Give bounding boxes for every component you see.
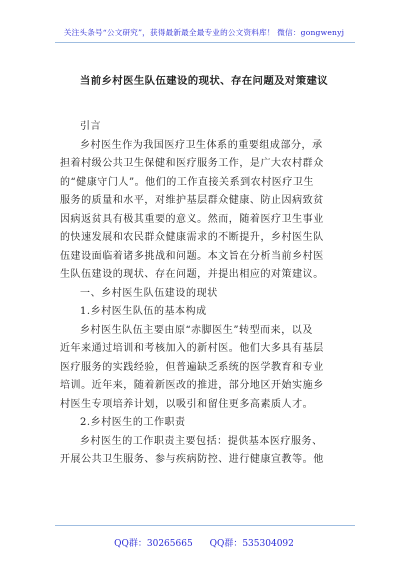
- paragraph-line: 因病返贫具有极其重要的意义。然而，随着医疗卫生事业: [60, 213, 324, 225]
- section-heading-intro: 引言: [80, 121, 102, 132]
- paragraph-line: 的“健康守门人”。他们的工作直接关系到农村医疗卫生: [60, 176, 314, 188]
- paragraph-line: 乡村医生作为我国医疗卫生体系的重要组成部分，承: [80, 139, 323, 151]
- paragraph-line: 村医生专项培养计划，以吸引和留住更多高素质人才。: [60, 398, 314, 410]
- footer-contact: [0, 536, 408, 549]
- paragraph-line: 开展公共卫生服务、参与疾病防控、进行健康宣教等。他: [60, 454, 324, 465]
- document-body: [60, 118, 352, 470]
- paragraph-line: 近年来通过培训和考核加入的新村医。他们大多具有基层: [60, 343, 324, 354]
- paragraph-line: 伍建设面临着诸多挑战和问题。本文旨在分析当前乡村医: [60, 250, 324, 262]
- footer-divider: [55, 525, 355, 526]
- paragraph-line: 担着村级公共卫生保健和医疗服务工作，是广大农村群众: [60, 158, 324, 169]
- footer-qq-group-1: QQ群：30265665: [114, 539, 193, 549]
- subsection-heading-1-1: 1.乡村医生队伍的基本构成: [80, 306, 207, 317]
- paragraph-line: 服务的质量和水平，对维护基层群众健康、防止因病致贫: [60, 195, 324, 206]
- section-heading-1: 一、乡村医生队伍建设的现状: [80, 287, 218, 299]
- subsection-heading-1-2: 2.乡村医生的工作职责: [80, 417, 186, 428]
- paragraph-line: 乡村医生队伍主要由原“赤脚医生”转型而来，以及: [80, 324, 313, 336]
- paragraph-line: 生队伍建设的现状、存在问题，并提出相应的对策建议。: [60, 269, 324, 280]
- paragraph-line: 培训。近年来，随着新医改的推进，部分地区开始实施乡: [60, 380, 324, 391]
- paragraph-line: 医疗服务的实践经验，但普遍缺乏系统的医学教育和专业: [60, 361, 324, 373]
- paragraph-line: 乡村医生的工作职责主要包括：提供基本医疗服务、: [80, 435, 323, 447]
- document-title: 当前乡村医生队伍建设的现状、存在问题及对策建议: [79, 75, 329, 87]
- paragraph-line: 的快速发展和农民群众健康需求的不断提升，乡村医生队: [60, 232, 324, 243]
- header-promo-text: 关注头条号“公文研究”，获得最新最全最专业的公文资料库！ 微信：gongwenyj: [63, 28, 345, 37]
- footer-qq-group-2: QQ群：535304092: [209, 539, 294, 549]
- header-divider: [55, 42, 355, 43]
